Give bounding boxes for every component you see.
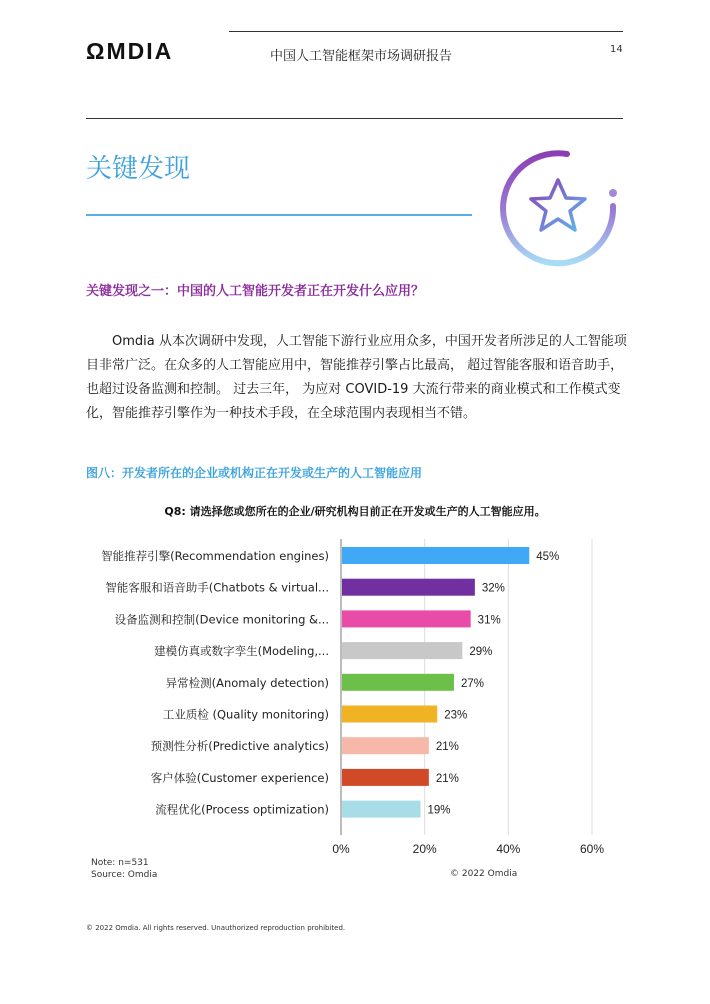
category-label: 建模仿真或数字孪生(Modeling,... (154, 644, 329, 659)
bar (342, 706, 437, 723)
chart-title: Q8: 请选择您或您所在的企业/研究机构目前正在开发或生产的人工智能应用。 (164, 505, 546, 518)
star-in-circle-icon (495, 148, 625, 268)
section-title: 关键发现 (86, 154, 191, 184)
category-label: 智能客服和语音助手(Chatbots & virtual... (105, 580, 329, 595)
figure-caption: 图八：开发者所在的企业或机构正在开发或生产的人工智能应用 (86, 466, 423, 480)
value-label: 45% (536, 551, 560, 563)
category-label: 流程优化(Process optimization) (155, 802, 329, 817)
tick-label: 0% (332, 842, 350, 856)
bar (342, 674, 454, 691)
value-label: 27% (460, 677, 484, 690)
category-label: 预测性分析(Predictive analytics) (150, 739, 329, 754)
report-title: 中国人工智能框架市场调研报告 (270, 49, 453, 64)
page-number: 14 (610, 44, 623, 55)
bar (342, 737, 429, 754)
tick-label: 60% (579, 842, 605, 856)
bar-chart (0, 535, 710, 865)
value-label: 29% (469, 646, 493, 659)
value-label: 23% (444, 709, 468, 722)
chart-copyright: © 2022 Omdia (450, 869, 518, 879)
bar (342, 610, 471, 627)
header-bottom-rule (86, 118, 623, 119)
finding-heading: 关键发现之一：中国的人工智能开发者正在开发什么应用？ (86, 284, 425, 299)
bar (342, 579, 475, 596)
bar (342, 801, 420, 818)
category-label: 异常检测(Anomaly detection) (165, 675, 329, 690)
category-label: 设备监测和控制(Device monitoring &... (114, 612, 329, 627)
tick-label: 40% (496, 842, 521, 856)
category-label: 客户体验(Customer experience) (150, 770, 329, 785)
section-divider (86, 214, 472, 216)
value-label: 21% (435, 741, 459, 754)
bar (342, 769, 429, 786)
header-top-rule (229, 31, 623, 32)
bar (342, 547, 529, 564)
bar (342, 642, 462, 659)
category-label: 智能推荐引擎(Recommendation engines) (101, 549, 329, 563)
value-label: 31% (477, 614, 501, 627)
value-label: 32% (481, 582, 505, 595)
value-label: 19% (427, 804, 451, 817)
category-label: 工业质检 (Quality monitoring) (162, 707, 329, 722)
tick-label: 20% (412, 842, 437, 856)
page-footer: © 2022 Omdia. All rights reserved. Unauthorized reproduction prohibited. (86, 924, 346, 932)
omdia-logo: ΩMDIA (86, 38, 174, 64)
figure-note: Note: n=531 (91, 858, 149, 868)
value-label: 21% (435, 772, 459, 785)
finding-paragraph: Omdia 从本次调研中发现，人工智能下游行业应用众多，中国开发者所涉足的人工智能项目非常广泛。在众多的人工智能应用中，智能推荐引擎占比最高， 超过智能客服和语音助手，也超过设备监测和控制。 过去三年， 为应对 COVID-19 大流行带来的商业模式和工作模式变化，智能推荐引擎作为一种技术手段，在全球范围内表现相当不错。 (86, 334, 627, 421)
figure-source: Source: Omdia (91, 870, 158, 880)
